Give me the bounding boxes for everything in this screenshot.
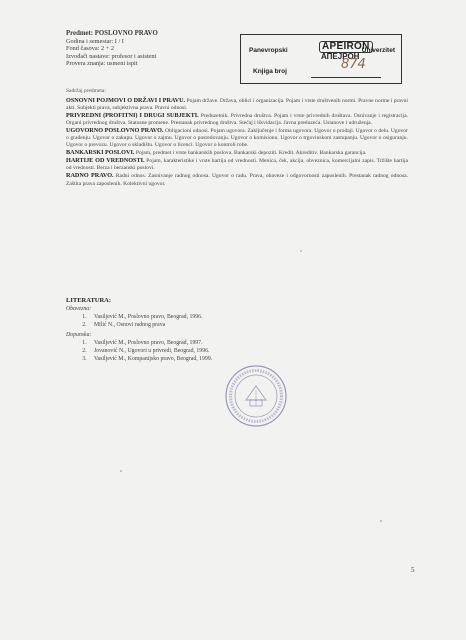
- course-exam: Provera znanja: usmeni ispit: [66, 60, 138, 68]
- paragraph-text: Preduzetnik. Privredna društva. Pojam i vrste privrednih društava. Osnivanje i registracija. Organi privrednog društva. Statusne promene. Prestanak privrednog društva. Stečaj i likvidacija. Javna preduzeća. Ustanove i udruženja.: [66, 113, 408, 127]
- library-stamp: [240, 34, 402, 84]
- course-content: [66, 97, 408, 188]
- paragraph-title: PRIVREDNI (PROFITNI) I DRUGI SUBJEKTI.: [66, 112, 199, 120]
- paragraph-title: HARTIJE OD VREDNOSTI.: [66, 157, 145, 165]
- paragraph-text: Radni odnos. Zasnivanje radnog odnosa. Ugovor o radu. Prava, obaveze i odgovornosti zaposlenih. Prestanak radnog odnosa. Zaštita prava zaposlenih. Kolektivni ugovor.: [66, 173, 408, 187]
- stamp-book-label: Knjiga broj: [253, 68, 287, 75]
- list-item: 2. Jovanović N., Ugovori u privredi, Beograd, 1996.: [88, 347, 406, 355]
- list-item: 1. Vasiljević M., Poslovno pravo, Beograd, 1996.: [88, 313, 406, 321]
- literature-section: [66, 297, 406, 363]
- stamp-logo: APEIRON: [319, 41, 373, 53]
- literature-primary-list: [66, 313, 406, 329]
- paragraph: [66, 112, 408, 127]
- scan-speck: [120, 470, 122, 472]
- course-lecturers: Izvođači nastave: profesor i asistent: [66, 52, 157, 60]
- scan-speck: [380, 520, 382, 522]
- paragraph-title: BANKARSKI POSLOVI.: [66, 149, 135, 157]
- list-item: 2. Milić N., Osnovi radnog prava: [88, 321, 406, 329]
- paragraph: [66, 157, 408, 172]
- stamp-university: Univerzitet: [361, 47, 395, 54]
- stamp-faculty: Panevropski: [249, 47, 288, 54]
- literature-secondary-list: [66, 339, 406, 363]
- page-number: 5: [411, 566, 415, 574]
- course-header: [66, 30, 158, 68]
- paragraph-title: OSNOVNI POJMOVI O DRŽAVI I PRAVU.: [66, 97, 186, 104]
- scan-speck: [300, 250, 302, 252]
- paragraph-text: Pojam, karakteristike i vrste hartija od vrednosti. Menica, ček, akcija, obveznica, komercijalni zapis. Tržište hartija od vrednosti. Berza i berzanski poslovi.: [66, 158, 409, 172]
- course-year: Godina i semestar: I / I: [66, 37, 124, 45]
- paragraph: [66, 149, 408, 157]
- literature-primary-label: Obavezna:: [66, 306, 92, 312]
- paragraph: [66, 127, 408, 149]
- literature-secondary-label: Dopunska:: [66, 332, 92, 338]
- list-item: 1. Vasiljević M., Poslovno pravo, Beograd, 1997.: [88, 339, 406, 347]
- paragraph: [66, 97, 408, 112]
- literature-title: LITERATURA:: [66, 297, 112, 304]
- paragraph: [66, 172, 408, 187]
- stamp-book-number: 874: [341, 57, 366, 72]
- stamp-logo-cyrillic: АПЕЈРОН: [321, 52, 360, 61]
- course-name: Predmet: POSLOVNO PRAVO: [66, 30, 158, 37]
- paragraph-text: Pojam države. Država, oblici i organizacija. Pojam i vrste društvenih normi. Pravne norme i pravni akti. Subjekti prava, subjektivna prava. Pravni odnosi.: [66, 98, 408, 112]
- course-hours: Fond časova: 2 + 2: [66, 45, 114, 53]
- paragraph-title: RADNO PRAVO.: [66, 172, 114, 180]
- paragraph-text: Obligacioni odnosi. Pojam ugovora. Zaključenje i forma ugovora. Ugovor o prodaji. Ugovor o delu. Ugovor o građenju. Ugovor o zakupu. Ugovor o zajmu. Ugovor o posredovanju. Ugovor o komisionu. Ugovor o trgovinskom zastupanju. Ugovor o osiguranju. Ugovor o prevozu. Ugovor o skladištu. Ugovor o licenci. Ugovor o kontroli robe.: [66, 128, 408, 149]
- official-seal-icon: [224, 364, 288, 428]
- paragraph-text: Pojam, predmet i vrste bankarskih poslova. Bankarski depoziti. Kredit. Akreditiv. Bankarska garancija.: [135, 150, 367, 157]
- paragraph-title: UGOVORNO POSLOVNO PRAVO.: [66, 127, 164, 135]
- content-note: Sadržaj predmeta:: [66, 88, 106, 94]
- list-item: 3. Vasiljević M., Kompanijsko pravo, Beograd, 1999.: [88, 355, 406, 363]
